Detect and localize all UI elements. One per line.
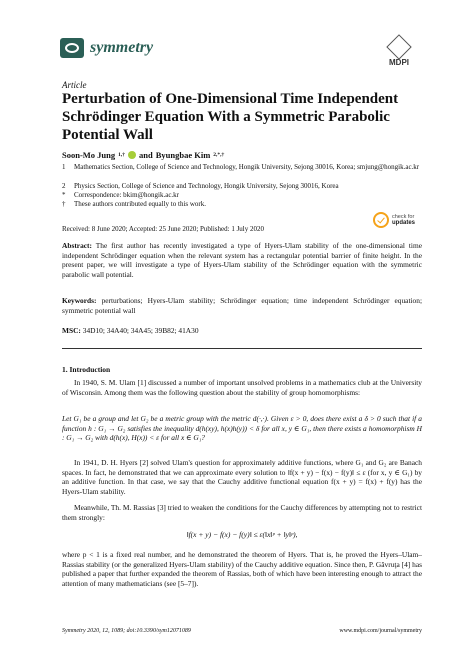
equal-contribution-note: These authors contributed equally to this work. [74, 200, 206, 208]
abstract [62, 241, 422, 279]
affiliation-mark: 1 [62, 163, 66, 171]
keywords-text: perturbations; Hyers-Ulam stability; Schrödinger equation; time independent Schrödinger equation; symmetric potential wall [62, 296, 422, 315]
abstract-label: Abstract: [62, 241, 92, 250]
intro-paragraph-2: In 1941, D. H. Hyers [2] solved Ulam's question for approximately additive functions, where G₁ and G₂ are Banach spaces. In fact, he demonstrated that we can approximate every solution to ‖f(x + y) − f(x) − f(y)‖ ≤ ε (for x, y ∈ G₁) by an additive function. In that case, we say that the Cauchy additive functional equation f(x + y) = f(x) + f(y) has the Hyers-Ulam stability. [62, 458, 422, 496]
publisher-logo [389, 38, 409, 67]
mdpi-diamond-icon [386, 34, 411, 59]
rassias-equation: ‖f(x + y) − f(x) − f(y)‖ ≤ ε(‖x‖ᵖ + ‖y‖ᵖ), [186, 530, 298, 539]
section-heading: 1. Introduction [62, 365, 111, 374]
affiliation-mark: † [62, 200, 66, 208]
check-for-updates-badge[interactable] [373, 212, 415, 228]
journal-url[interactable]: www.mdpi.com/journal/symmetry [339, 628, 422, 634]
affiliation-mark: * [62, 191, 66, 199]
msc-codes [62, 326, 422, 336]
keywords-label: Keywords: [62, 296, 97, 305]
journal-name: symmetry [90, 39, 154, 56]
orcid-icon[interactable] [128, 151, 136, 159]
affiliation-mark: 2 [62, 182, 66, 190]
journal-logo-icon [60, 38, 84, 58]
affiliation-4 [62, 200, 422, 209]
check-updates-line1: check for [392, 214, 415, 220]
abstract-text: The first author has recently investigated a type of Hyers-Ulam stability of the one-dimensional time independent Schrödinger equation when the relevant system has a rectangular potential barrier of finite height. In the present paper, we will investigate a type of Hyers-Ulam stability of the Schrödinger equation with the symmetric parabolic wall potential. [62, 241, 422, 279]
affiliation-text: Mathematics Section, College of Science and Technology, Hongik University, Sejong 30016, Korea; smjung@hongik.ac.kr [74, 163, 420, 171]
msc-label: MSC: [62, 326, 81, 335]
publication-dates: Received: 8 June 2020; Accepted: 25 June 2020; Published: 1 July 2020 [62, 225, 265, 233]
author-connector: and [139, 150, 153, 160]
affiliation-2 [62, 182, 422, 191]
affiliation-3 [62, 191, 422, 200]
divider [62, 348, 422, 349]
ulam-question: Let G₁ be a group and let G₂ be a metric group with the metric d(·,·). Given ε > 0, does there exist a δ > 0 such that if a function h : G₁ → G₂ satisfies the inequality d(h(xy), h(x)h(y)) < δ for all x, y ∈ G₁, then there exists a homomorphism H : G₁ → G₂ with d(h(x), H(x)) < ε for all x ∈ G₁? [62, 414, 422, 442]
article-type: Article [62, 80, 87, 90]
keywords [62, 296, 422, 315]
author-2: Byungbae Kim [155, 150, 211, 160]
author-list [62, 150, 224, 160]
intro-paragraph-4: where p < 1 is a fixed real number, and he demonstrated the theorem of Hyers. That is, he proved the Hyers–Ulam–Rassias stability (or the generalized Hyers-Ulam stability) of the Cauchy additive equation. Since then, P. Găvruţa [4] has published a paper that further expanded the theorem of Rassias, both of which have been interesting enough to attract the attention of many mathematicians (see [5–7]). [62, 550, 422, 588]
page-footer [62, 628, 422, 634]
intro-paragraph-3: Meanwhile, Th. M. Rassias [3] tried to weaken the conditions for the Cauchy differences by attempting not to restrict them strongly: [62, 503, 422, 522]
author-2-marks: 2,*,† [213, 152, 225, 158]
journal-logo [60, 38, 153, 58]
check-updates-line2: updates [392, 220, 416, 226]
affiliation-1 [62, 163, 422, 172]
correspondence: Correspondence: bkim@hongik.ac.kr [74, 191, 180, 199]
check-updates-icon [373, 212, 389, 228]
intro-paragraph-1: In 1940, S. M. Ulam [1] discussed a number of important unsolved problems in a mathematics club at the University of Wisconsin. Among them was the following question about the stability of group homomorphisms: [62, 378, 422, 397]
paper-title: Perturbation of One-Dimensional Time Independent Schrödinger Equation With a Symmetric Parabolic Potential Wall [62, 91, 399, 143]
citation-footer: Symmetry 2020, 12, 1089; doi:10.3390/sym12071089 [62, 628, 191, 634]
author-1-marks: 1,† [118, 152, 126, 158]
publisher-name: MDPI [389, 58, 409, 67]
author-1: Soon-Mo Jung [62, 150, 116, 160]
affiliation-text: Physics Section, College of Science and Technology, Hongik University, Sejong 30016, Korea [74, 182, 339, 190]
check-updates-text [392, 214, 415, 226]
msc-text: 34D10; 34A40; 34A45; 39B82; 41A30 [82, 326, 199, 335]
